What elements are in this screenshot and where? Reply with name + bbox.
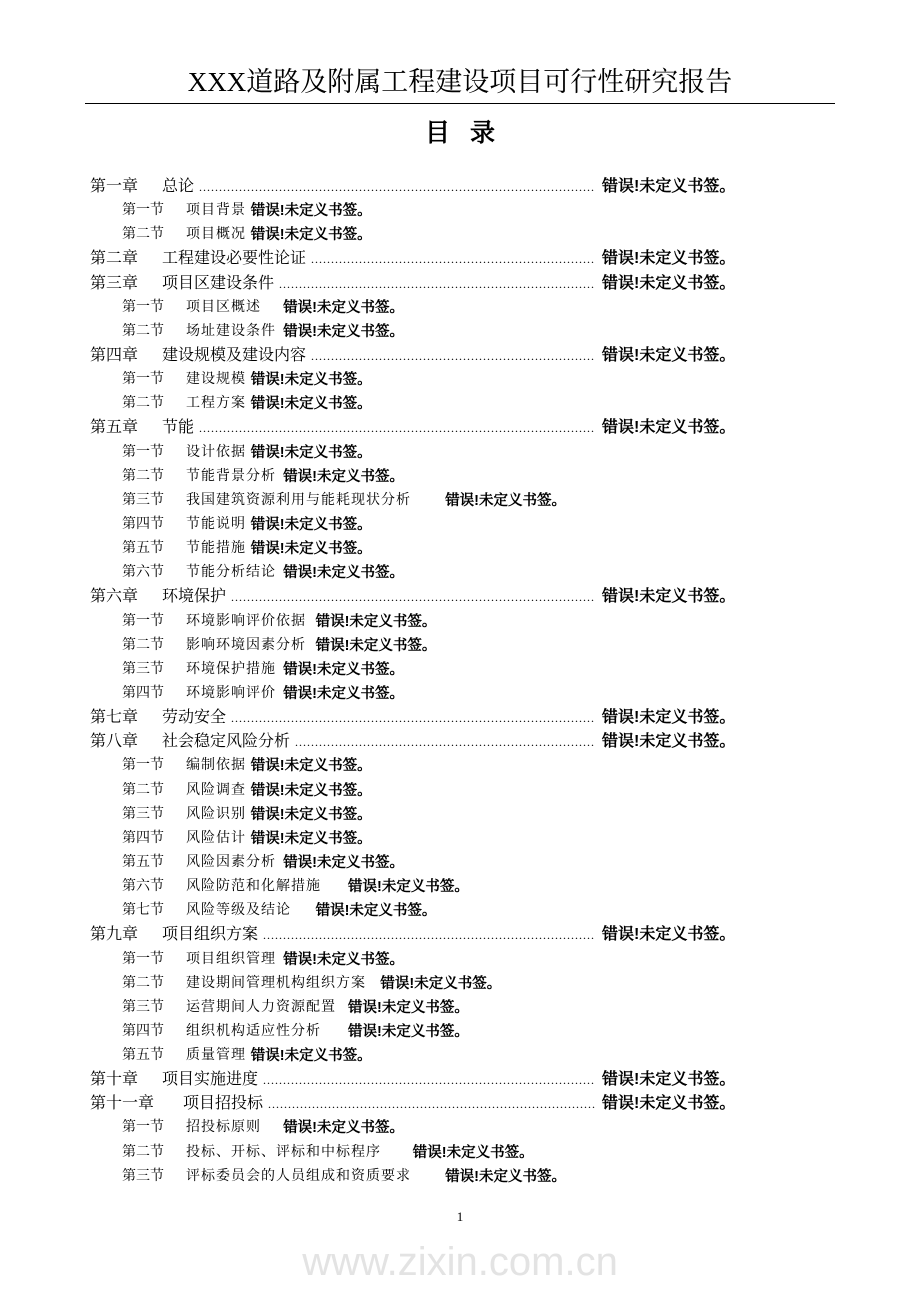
page-ref-error: 错误!未定义书签。 [250, 372, 372, 389]
page-ref-error: 错误!未定义书签。 [283, 1120, 405, 1137]
entry-number: 第九章 [90, 926, 139, 944]
toc-section-entry[interactable] [0, 1116, 920, 1140]
entry-number: 第五节 [122, 854, 164, 870]
page-ref-error: 错误!未定义书签。 [602, 274, 736, 292]
page-ref-error: 错误!未定义书签。 [250, 758, 372, 775]
page-ref-error: 错误!未定义书签。 [250, 806, 372, 823]
entry-number: 第四节 [122, 685, 164, 701]
dot-leader: ........................................................................................... [231, 711, 596, 726]
toc-section-entry[interactable] [0, 296, 920, 320]
entry-title: 建设期间管理机构组织方案 [186, 975, 366, 991]
entry-number: 第二节 [122, 323, 164, 339]
entry-number: 第一节 [122, 613, 164, 629]
entry-title: 编制依据 [186, 758, 246, 774]
dot-leader: ....................................................................... [311, 252, 596, 267]
entry-title: 评标委员会的人员组成和资质要求 [186, 1168, 411, 1184]
watermark: www.zixin.com.cn [302, 1240, 618, 1284]
page-ref-error: 错误!未定义书签。 [283, 299, 405, 316]
document-header-title: XXX道路及附属工程建设项目可行性研究报告 [187, 67, 733, 97]
toc-section-entry[interactable] [0, 537, 920, 561]
entry-title: 节能背景分析 [186, 468, 276, 484]
page-ref-error: 错误!未定义书签。 [250, 830, 372, 847]
entry-number: 第二节 [122, 396, 164, 412]
toc-section-entry[interactable] [0, 899, 920, 923]
entry-title: 项目背景 [186, 203, 246, 219]
entry-title: 环境影响评价 [186, 685, 276, 701]
toc-section-entry[interactable] [0, 368, 920, 392]
toc-chapter-entry[interactable] [0, 585, 920, 609]
page-ref-error: 错误!未定义书签。 [602, 1095, 736, 1113]
page-ref-error: 错误!未定义书签。 [348, 999, 469, 1016]
page-ref-error: 错误!未定义书签。 [602, 250, 736, 268]
entry-title: 项目区概述 [186, 299, 261, 315]
entry-title: 风险调查 [186, 782, 246, 798]
entry-title: 风险因素分析 [186, 854, 276, 870]
toc-chapter-entry[interactable] [0, 344, 920, 368]
entry-number: 第二节 [122, 468, 164, 484]
entry-number: 第五节 [122, 541, 164, 557]
entry-title: 节能分析结论 [186, 565, 276, 581]
entry-title: 运营期间人力资源配置 [186, 999, 336, 1015]
entry-number: 第一节 [122, 203, 164, 219]
page-ref-error: 错误!未定义书签。 [250, 203, 372, 220]
entry-title: 风险等级及结论 [186, 903, 291, 919]
dot-leader: ........................................................................... [295, 735, 596, 750]
entry-title: 招投标原则 [186, 1120, 261, 1136]
entry-number: 第四章 [90, 346, 139, 364]
entry-number: 第三节 [122, 1168, 164, 1184]
entry-number: 第一节 [122, 299, 164, 315]
entry-title: 建设规模及建设内容 [162, 346, 307, 364]
toc-chapter-entry[interactable] [0, 247, 920, 271]
entry-number: 第二节 [122, 782, 164, 798]
entry-number: 第一节 [122, 758, 164, 774]
page-ref-error: 错误!未定义书签。 [250, 516, 372, 533]
page-ref-error: 错误!未定义书签。 [412, 1144, 534, 1161]
entry-title: 环境影响评价依据 [186, 613, 306, 629]
toc-chapter-entry[interactable] [0, 175, 920, 199]
dot-leader: ................................................................................... [263, 1073, 596, 1088]
entry-title: 项目概况 [186, 227, 246, 243]
toc-section-entry[interactable] [0, 561, 920, 585]
entry-number: 第七节 [122, 903, 164, 919]
page-ref-error: 错误!未定义书签。 [380, 975, 502, 992]
entry-number: 第一节 [122, 951, 164, 967]
page-ref-error: 错误!未定义书签。 [602, 1071, 736, 1089]
toc-section-entry[interactable] [0, 199, 920, 223]
toc-section-entry[interactable] [0, 1020, 920, 1044]
entry-title: 项目实施进度 [162, 1071, 259, 1089]
entry-number: 第四节 [122, 516, 164, 532]
toc-chapter-entry[interactable] [0, 1092, 920, 1116]
toc-section-entry[interactable] [0, 392, 920, 416]
dot-leader: ................................................................................................... [199, 421, 596, 436]
entry-number: 第三章 [90, 274, 139, 292]
entry-number: 第十章 [90, 1071, 139, 1089]
toc-section-entry[interactable] [0, 489, 920, 513]
entry-number: 第五节 [122, 1048, 164, 1064]
header-rule [85, 103, 835, 104]
toc-section-entry[interactable] [0, 682, 920, 706]
toc-section-entry[interactable] [0, 441, 920, 465]
entry-number: 第一节 [122, 444, 164, 460]
dot-leader: ............................................................................... [279, 276, 596, 291]
entry-title: 风险估计 [186, 830, 246, 846]
toc-section-entry[interactable] [0, 851, 920, 875]
page-ref-error: 错误!未定义书签。 [602, 178, 736, 195]
page-ref-error: 错误!未定义书签。 [315, 613, 437, 630]
toc-section-entry[interactable] [0, 320, 920, 344]
toc-title: 目录 [424, 120, 515, 147]
toc-section-entry[interactable] [0, 803, 920, 827]
entry-title: 设计依据 [186, 444, 246, 460]
entry-title: 节能 [162, 419, 195, 437]
entry-number: 第二节 [122, 1144, 164, 1160]
entry-number: 第二节 [122, 975, 164, 991]
entry-title: 环境保护措施 [186, 661, 276, 677]
entry-title: 工程方案 [186, 396, 246, 412]
page-ref-error: 错误!未定义书签。 [283, 323, 405, 340]
toc-section-entry[interactable] [0, 1044, 920, 1068]
entry-number: 第五章 [90, 419, 139, 437]
toc-chapter-entry[interactable] [0, 706, 920, 730]
entry-title: 影响环境因素分析 [186, 637, 306, 653]
toc-section-entry[interactable] [0, 972, 920, 996]
entry-title: 社会稳定风险分析 [162, 733, 291, 751]
page-ref-error: 错误!未定义书签。 [602, 419, 736, 437]
toc-section-entry[interactable] [0, 948, 920, 972]
page-ref-error: 错误!未定义书签。 [283, 565, 405, 582]
page-ref-error: 错误!未定义书签。 [283, 468, 405, 485]
entry-title: 投标、开标、评标和中标程序 [186, 1144, 381, 1160]
page-ref-error: 错误!未定义书签。 [445, 492, 567, 509]
entry-title: 质量管理 [186, 1048, 246, 1064]
entry-number: 第六节 [122, 879, 164, 895]
toc-section-entry[interactable] [0, 634, 920, 658]
dot-leader: ................................................................................................... [199, 180, 596, 194]
page-number: 1 [456, 1209, 464, 1224]
entry-title: 项目组织方案 [162, 926, 259, 944]
entry-number: 第六节 [122, 565, 164, 581]
entry-number: 第三节 [122, 806, 164, 822]
page-ref-error: 错误!未定义书签。 [250, 444, 372, 461]
entry-title: 项目区建设条件 [162, 274, 275, 292]
entry-number: 第三节 [122, 492, 164, 508]
page-ref-error: 错误!未定义书签。 [250, 541, 372, 558]
toc-section-entry[interactable] [0, 875, 920, 899]
toc-section-entry[interactable] [0, 658, 920, 682]
entry-number: 第四节 [122, 830, 164, 846]
entry-title: 环境保护 [162, 588, 227, 606]
page-ref-error: 错误!未定义书签。 [250, 396, 372, 413]
entry-title: 项目组织管理 [186, 951, 276, 967]
entry-title: 组织机构适应性分析 [186, 1023, 321, 1039]
page-ref-error: 错误!未定义书签。 [315, 637, 437, 654]
entry-number: 第三节 [122, 999, 164, 1015]
toc-chapter-entry[interactable] [0, 1068, 920, 1092]
page-ref-error: 错误!未定义书签。 [315, 903, 437, 920]
page-ref-error: 错误!未定义书签。 [283, 661, 405, 678]
page-ref-error: 错误!未定义书签。 [602, 346, 736, 364]
page-ref-error: 错误!未定义书签。 [250, 227, 372, 244]
toc-section-entry[interactable] [0, 465, 920, 489]
dot-leader: ........................................................................................... [231, 590, 596, 605]
toc-section-entry[interactable] [0, 996, 920, 1020]
entry-number: 第六章 [90, 588, 139, 606]
entry-title: 节能措施 [186, 541, 246, 557]
entry-number: 第二章 [90, 250, 139, 268]
entry-number: 第十一章 [90, 1095, 155, 1113]
page-ref-error: 错误!未定义书签。 [602, 588, 736, 606]
page-ref-error: 错误!未定义书签。 [348, 1023, 469, 1040]
entry-number: 第二节 [122, 227, 164, 243]
toc-chapter-entry[interactable] [0, 272, 920, 296]
table-of-contents [0, 175, 920, 1189]
page-ref-error: 错误!未定义书签。 [283, 854, 405, 871]
entry-number: 第三节 [122, 661, 164, 677]
page-ref-error: 错误!未定义书签。 [602, 733, 736, 751]
page-ref-error: 错误!未定义书签。 [445, 1168, 567, 1185]
page-ref-error: 错误!未定义书签。 [283, 685, 405, 702]
entry-number: 第一节 [122, 1120, 164, 1136]
toc-chapter-entry[interactable] [0, 730, 920, 754]
page-ref-error: 错误!未定义书签。 [602, 709, 736, 727]
toc-section-entry[interactable] [0, 779, 920, 803]
entry-number: 第一节 [122, 372, 164, 388]
entry-title: 我国建筑资源利用与能耗现状分析 [186, 492, 411, 508]
entry-number: 第四节 [122, 1023, 164, 1039]
toc-chapter-entry[interactable] [0, 923, 920, 947]
dot-leader: .................................................................................. [268, 1097, 597, 1112]
entry-title: 总论 [162, 178, 195, 195]
page-ref-error: 错误!未定义书签。 [602, 926, 736, 944]
toc-section-entry[interactable] [0, 223, 920, 247]
entry-title: 项目招投标 [183, 1095, 264, 1113]
page-ref-error: 错误!未定义书签。 [283, 951, 405, 968]
entry-number: 第八章 [90, 733, 139, 751]
entry-title: 风险识别 [186, 806, 246, 822]
entry-title: 风险防范和化解措施 [186, 879, 321, 895]
entry-number: 第七章 [90, 709, 139, 727]
toc-section-entry[interactable] [0, 513, 920, 537]
page-ref-error: 错误!未定义书签。 [250, 782, 372, 799]
entry-title: 场址建设条件 [186, 323, 276, 339]
entry-number: 第一章 [90, 178, 139, 195]
entry-title: 工程建设必要性论证 [162, 250, 307, 268]
page-ref-error: 错误!未定义书签。 [348, 879, 469, 896]
toc-section-entry[interactable] [0, 610, 920, 634]
dot-leader: ....................................................................... [311, 348, 596, 363]
page-ref-error: 错误!未定义书签。 [250, 1048, 372, 1065]
toc-section-entry[interactable] [0, 1165, 920, 1189]
entry-title: 建设规模 [186, 372, 246, 388]
toc-section-entry[interactable] [0, 827, 920, 851]
dot-leader: ................................................................................... [263, 928, 596, 943]
entry-title: 劳动安全 [162, 709, 227, 727]
toc-section-entry[interactable] [0, 754, 920, 778]
entry-title: 节能说明 [186, 516, 246, 532]
entry-number: 第二节 [122, 637, 164, 653]
toc-chapter-entry[interactable] [0, 416, 920, 440]
toc-section-entry[interactable] [0, 1141, 920, 1165]
